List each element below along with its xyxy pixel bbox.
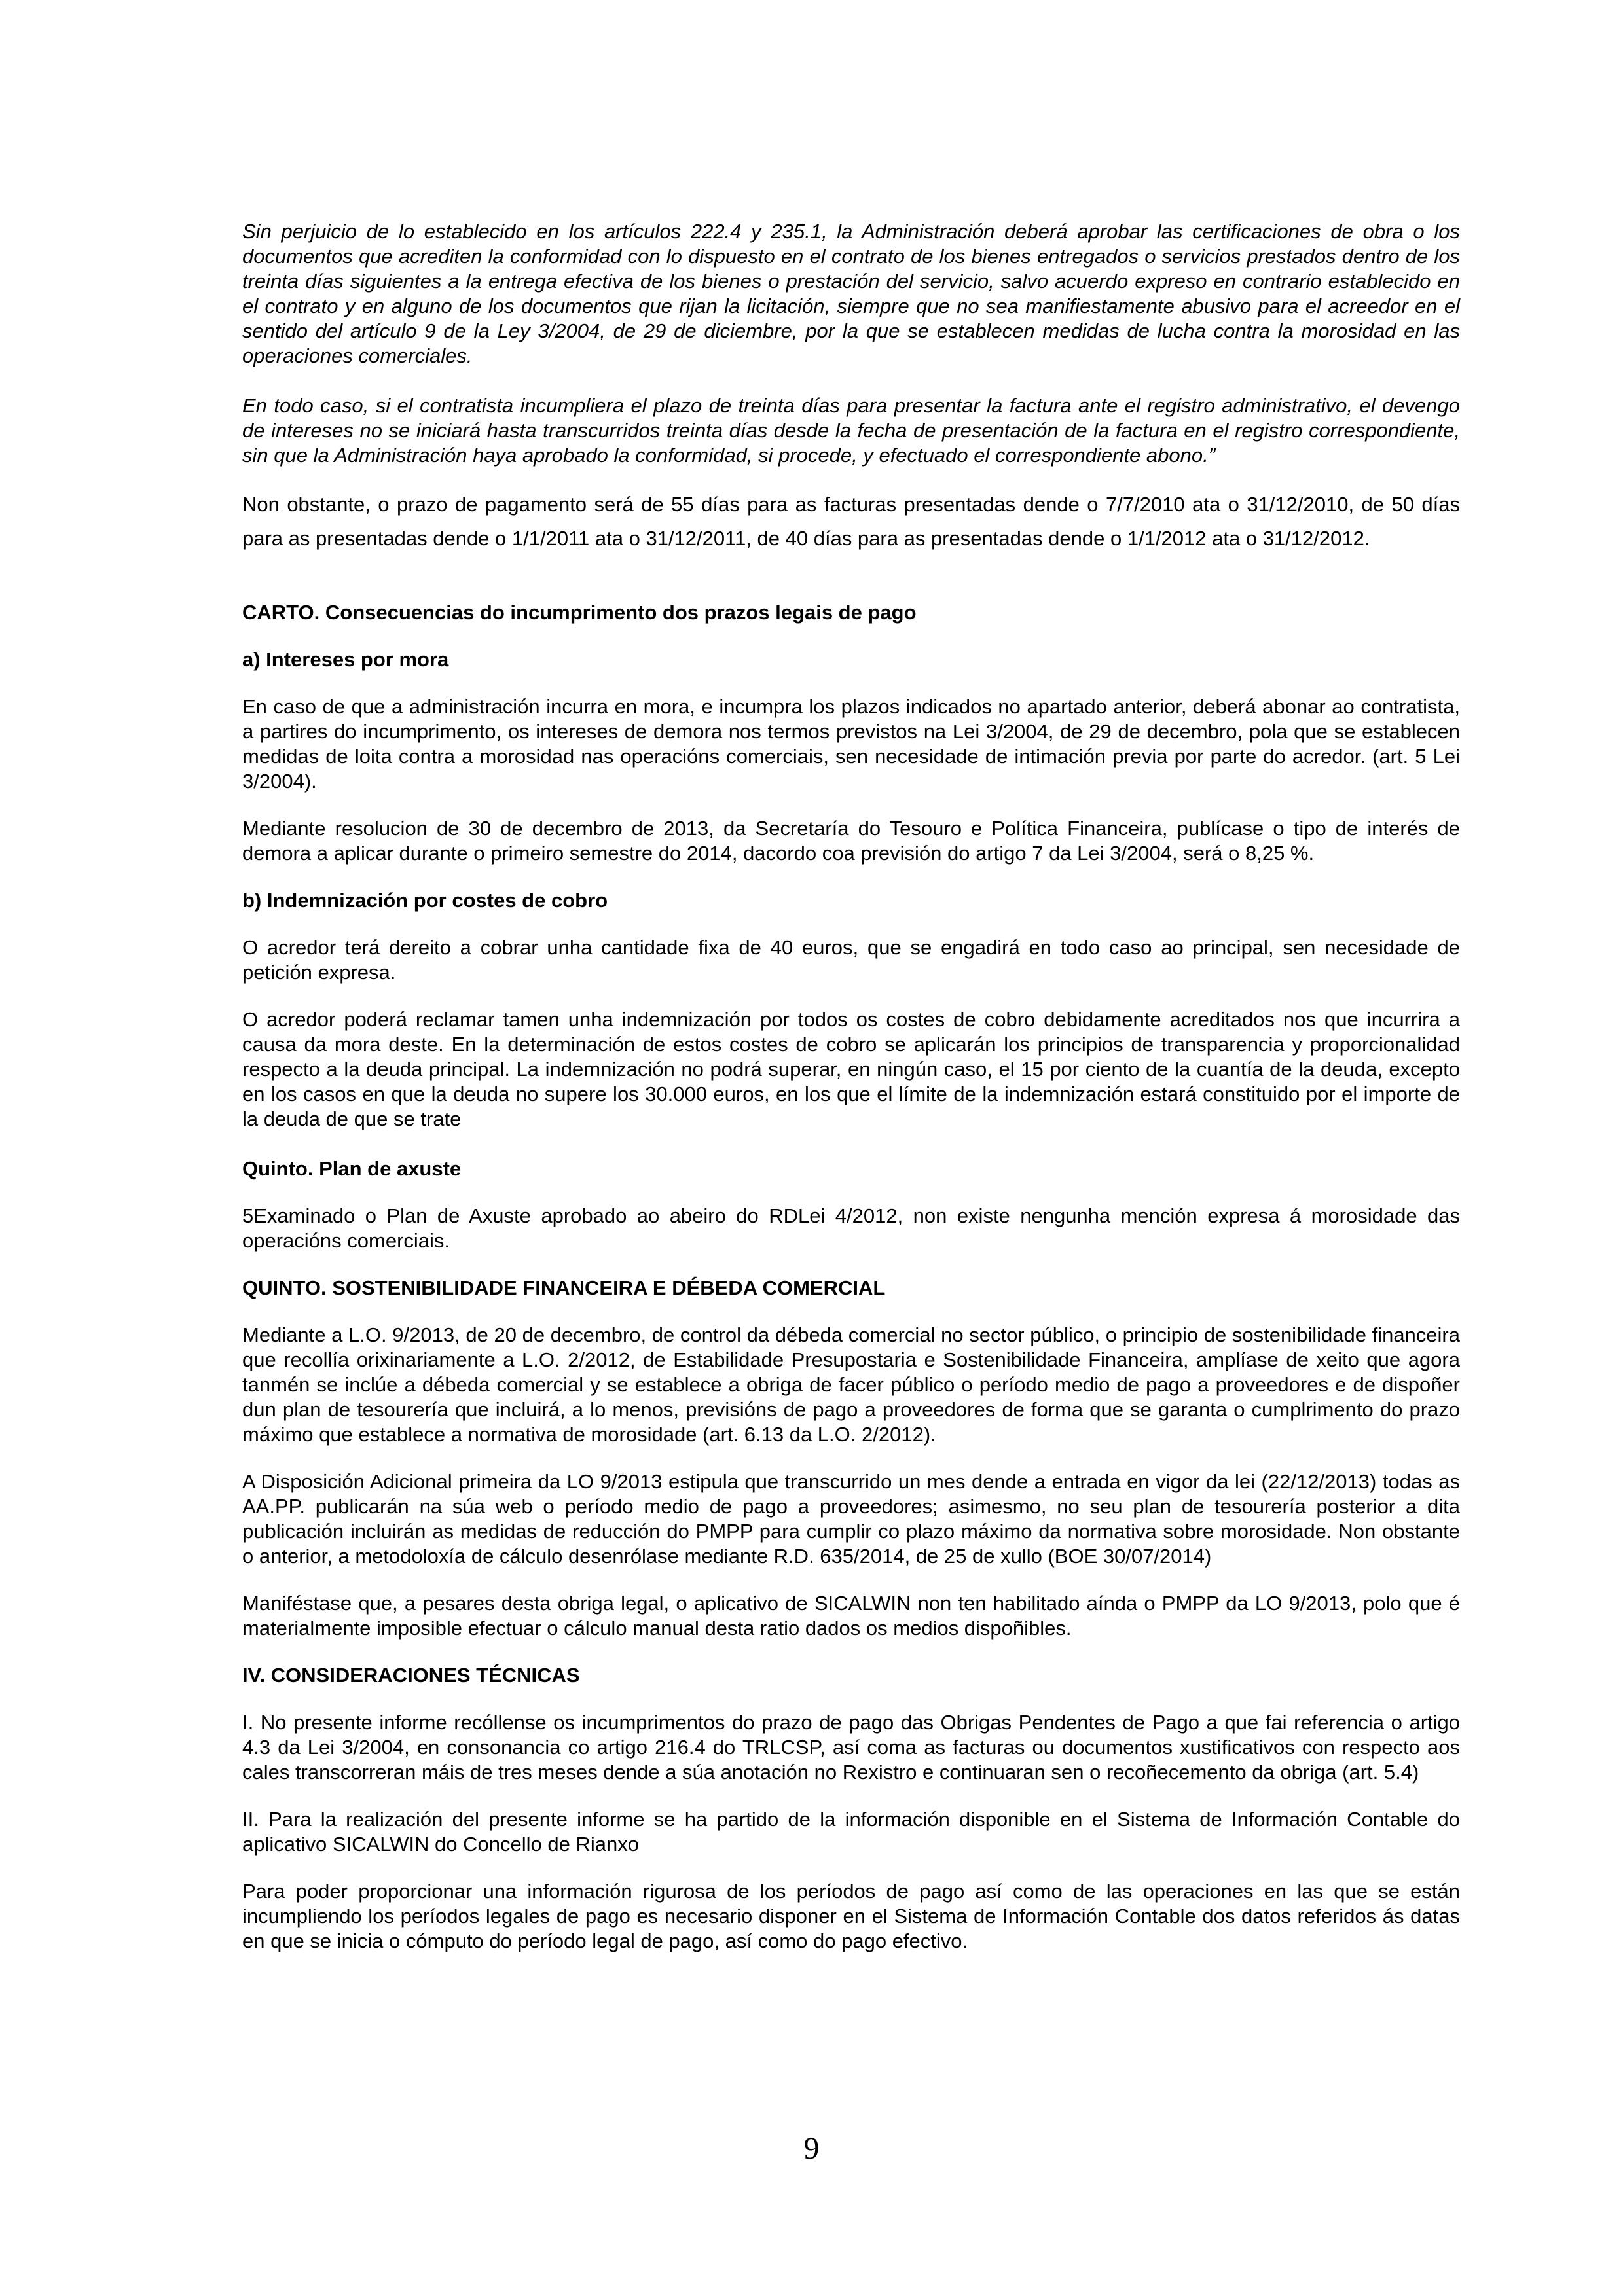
collection-costs-paragraph: O acredor poderá reclamar tamen unha indemnización por todos os costes de cobro debidamente acreditados nos que incurrira a causa da mora deste. En la determinación de estos costes de cobro se aplicarán los principios de transparencia y proporcionalidad respecto a la deuda principal. La indemnización no podrá superar, en ningún caso, el 15 por ciento de la cuantía de la deuda, excepto en los casos en que la deuda no supere los 30.000 euros, en los que el límite de la indemnización estará constituido por el importe de la deuda de que se trate bbox=[242, 1008, 1460, 1130]
section-heading-sostenibilidade: QUINTO. SOSTENIBILIDADE FINANCEIRA E DÉBEDA COMERCIAL bbox=[242, 1276, 886, 1299]
quote-paragraph-1: Sin perjuicio de lo establecido en los artículos 222.4 y 235.1, la Administración deberá aprobar las certificaciones de obra o los documentos que acrediten la conformidad con lo dispuesto en el contrato de los bienes entregados o servicios prestados dentro de los treinta días siguientes a la entrega efectiva de los bienes o prestación del servicio, salvo acuerdo expreso en contrario establecido en el contrato y en alguno de los documentos que rijan la licitación, siempre que no sea manifiestamente abusivo para el acreedor en el sentido del artículo 9 de la Ley 3/2004, de 29 de diciembre, por la que se establecen medidas de lucha contra la morosidad en las operaciones comerciales. bbox=[242, 220, 1460, 367]
mora-paragraph: En caso de que a administración incurra en mora, e incumpra los plazos indicados no apartado anterior, deberá abonar ao contratista, a partires do incumprimento, os intereses de demora nos termos previstos na Lei 3/2004, de 29 de decembro, pola que se establecen medidas de loita contra a morosidad nas operacións comerciais, sen necesidade de intimación previa por parte do acredor. (art. 5 Lei 3/2004). bbox=[242, 695, 1460, 793]
section-heading-consideraciones: IV. CONSIDERACIONES TÉCNICAS bbox=[242, 1664, 580, 1687]
payment-term-paragraph: Non obstante, o prazo de pagamento será de 55 días para as facturas presentadas dende o 7/7/2010 ata o 31/12/2010, de 50 días para as presentadas dende o 1/1/2011 ata o 31/12/2011, de 40 días para as presentadas dende o 1/1/2012 ata o 31/12/2012. bbox=[242, 493, 1460, 550]
sostenibilidade-paragraph-3: Maniféstase que, a pesares desta obriga legal, o aplicativo de SICALWIN non ten habilitado aínda o PMPP da LO 9/2013, polo que é materialmente imposible efectuar o cálculo manual desta ratio dados os medios dispoñibles. bbox=[242, 1592, 1460, 1640]
subheading-indemnizacion: b) Indemnización por costes de cobro bbox=[242, 889, 608, 912]
section-heading-plan-axuste: Quinto. Plan de axuste bbox=[242, 1157, 462, 1180]
consideraciones-paragraph-1: I. No presente informe recóllense os incumprimentos do prazo de pago das Obrigas Pendentes de Pago a que fai referencia o artigo 4.3 da Lei 3/2004, en consonancia co artigo 216.4 do TRLCSP, así coma as facturas ou documentos xustificativos con respecto aos cales transcorreran máis de tres meses dende a súa anotación no Rexistro e continuaran sen o recoñecemento da obriga (art. 5.4) bbox=[242, 1711, 1460, 1784]
page-number: 9 bbox=[803, 2131, 820, 2166]
interest-rate-paragraph: Mediante resolucion de 30 de decembro de 2013, da Secretaría do Tesouro e Política Financeira, publícase o tipo de interés de demora a aplicar durante o primeiro semestre do 2014, dacordo coa previsión do artigo 7 da Lei 3/2004, será o 8,25 %. bbox=[242, 817, 1460, 865]
subheading-intereses-por-mora: a) Intereses por mora bbox=[242, 648, 449, 671]
document-body bbox=[242, 219, 1460, 1954]
quote-paragraph-2: En todo caso, si el contratista incumpliera el plazo de treinta días para presentar la factura ante el registro administrativo, el devengo de intereses no se iniciará hasta transcurridos treinta días desde la fecha de presentación de la factura en el registro correspondiente, sin que la Administración haya aprobado la conformidad, si procede, y efectuado el correspondiente abono.” bbox=[242, 394, 1460, 467]
section-heading-carto: CARTO. Consecuencias do incumprimento dos prazos legais de pago bbox=[242, 601, 917, 624]
sostenibilidade-paragraph-2: A Disposición Adicional primeira da LO 9/2013 estipula que transcurrido un mes dende a entrada en vigor da lei (22/12/2013) todas as AA.PP. publicarán na súa web o período medio de pago a proveedores; asimesmo, no seu plan de tesourería posterior a dita publicación incluirán as medidas de reducción do PMPP para cumplir co plazo máximo da normativa sobre morosidade. Non obstante o anterior, a metodoloxía de cálculo desenrólase mediante R.D. 635/2014, de 25 de xullo (BOE 30/07/2014) bbox=[242, 1470, 1460, 1568]
consideraciones-paragraph-2: II. Para la realización del presente informe se ha partido de la información disponible en el Sistema de Información Contable do aplicativo SICALWIN do Concello de Rianxo bbox=[242, 1808, 1460, 1856]
sostenibilidade-paragraph-1: Mediante a L.O. 9/2013, de 20 de decembro, de control da débeda comercial no sector público, o principio de sostenibilidade financeira que recollía orixinariamente a L.O. 2/2012, de Estabilidade Presupostaria e Sostenibilidade Financeira, amplíase de xeito que agora tanmén se inclúe a débeda comercial y se establece a obriga de facer público o período medio de pago a proveedores e de dispoñer dun plan de tesourería que incluirá, a lo menos, previsións de pago a proveedores de forma que se garanta o cumplrimento do prazo máximo que establece a normativa de morosidade (art. 6.13 da L.O. 2/2012). bbox=[242, 1323, 1460, 1446]
fixed-amount-paragraph: O acredor terá dereito a cobrar unha cantidade fixa de 40 euros, que se engadirá en todo caso ao principal, sen necesidade de petición expresa. bbox=[242, 936, 1460, 984]
plan-axuste-paragraph: 5Examinado o Plan de Axuste aprobado ao abeiro do RDLei 4/2012, non existe nengunha mención expresa á morosidade das operacións comerciais. bbox=[242, 1204, 1460, 1252]
consideraciones-paragraph-3: Para poder proporcionar una información rigurosa de los períodos de pago así como de las operaciones en las que se están incumpliendo los períodos legales de pago es necesario disponer en el Sistema de Información Contable dos datos referidos ás datas en que se inicia o cómputo do período legal de pago, así como do pago efectivo. bbox=[242, 1880, 1460, 1952]
